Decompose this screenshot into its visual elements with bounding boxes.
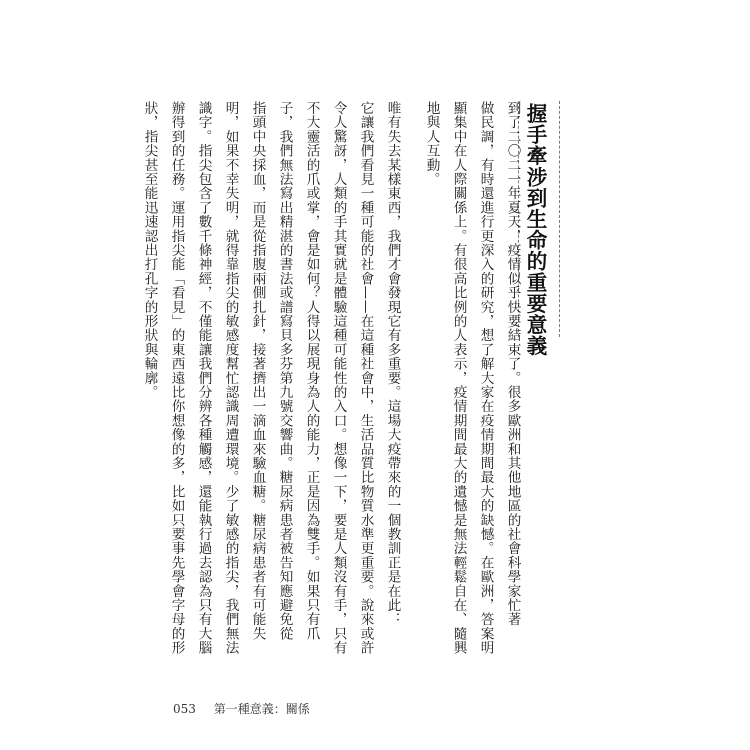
- text-column: 識字。指尖包含了數千條神經，不僅能讓我們分辨各種觸感，還能執行過去認為只有大腦: [195, 101, 212, 655]
- running-section-title: 第一種意義：關係: [213, 702, 310, 716]
- text-column: 子，我們無法寫出精湛的書法或譜寫貝多芬第九號交響曲。糖尿病患者被告知應避免從: [276, 101, 293, 641]
- page-number: 053: [173, 702, 196, 716]
- text-column: 它讓我們看見一種可能的社會——在這種社會中，生活品質比物質水準更重要。說來或許: [357, 101, 374, 655]
- page-footer: [173, 700, 310, 717]
- text-column: 指頭中央採血，而是從指腹兩側扎針，接著擠出一滴血來驗血糖。糖尿病患者有可能失: [249, 101, 266, 641]
- text-column: 做民調，有時還進行更深入的研究，想了解大家在疫情期間最大的缺憾。在歐洲，答案明: [477, 101, 494, 655]
- text-column: 到了二〇二一年夏天，疫情似乎快要結束了。很多歐洲和其他地區的社會科學家忙著: [504, 101, 521, 627]
- text-column: 狀，指尖甚至能迅速認出打孔字的形狀與輪廓。: [141, 101, 158, 400]
- text-column: 明，如果不幸失明，就得靠指尖的敏感度幫忙認識周遭環境。少了敏感的指尖，我們無法: [222, 101, 239, 655]
- text-column: 地與人互動。: [423, 101, 440, 187]
- section-heading: 握手牽涉到生命的重要意義: [523, 103, 547, 357]
- text-column: 不大靈活的爪或掌，會是如何？人得以展現身為人的能力，正是因為雙手。如果只有爪: [303, 101, 320, 641]
- text-column: 唯有失去某樣東西，我們才會發現它有多重要。這場大疫帶來的一個教訓正是在此：: [384, 101, 401, 627]
- text-column: 顯集中在人際關係上。有很高比例的人表示，疫情期間最大的遺憾是無法輕鬆自在、隨興: [450, 101, 467, 655]
- text-column: 辦得到的任務。運用指尖能「看見」的東西遠比你想像的多，比如只要事先學會字母的形: [168, 101, 185, 655]
- text-column: 令人驚訝，人類的手其實就是體驗這種可能性的入口。想像一下，要是人類沒有手，只有: [330, 101, 347, 655]
